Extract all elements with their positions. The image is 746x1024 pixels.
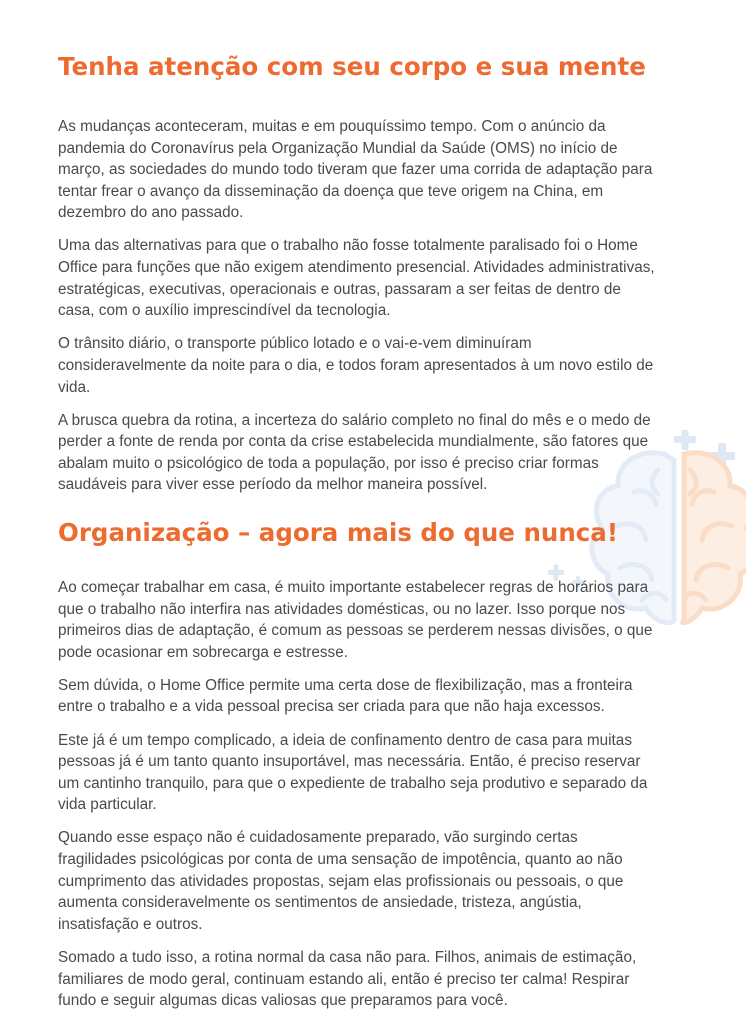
paragraph: Ao começar trabalhar em casa, é muito importante estabelecer regras de horários para que o trabalho não interfira nas atividades domésticas, ou no lazer. Isso porque nos primeiros dias de adaptação, é comum as pessoas se perderem nessas divisões, o que pode ocasionar em sobrecarga e estresse.: [58, 579, 653, 661]
section-organization: [58, 577, 658, 1023]
section-body-mind: [58, 116, 658, 508]
section-heading-body-mind: Tenha atenção com seu corpo e sua mente: [58, 52, 646, 81]
paragraph: Uma das alternativas para que o trabalho não fosse totalmente paralisado foi o Home Office para funções que não exigem atendimento presencial. Atividades administrativas, estratégicas, executivas, operacionais e outras, passaram a ser feitas de dentro de casa, com o auxílio imprescindível da tecnologia.: [58, 237, 655, 320]
paragraph: Quando esse espaço não é cuidadosamente preparado, vão surgindo certas fragilidades psicológicas por conta de uma sensação de impotência, quanto ao não cumprimento das atividades propostas, sejam elas profissionais ou pessoais, o que aumenta consideravelmente os sentimentos de ansiedade, tristeza, angústia, insatisfação e outros.: [58, 829, 624, 933]
brain-right-hemisphere: [683, 453, 746, 623]
paragraph: As mudanças aconteceram, muitas e em pouquíssimo tempo. Com o anúncio da pandemia do Coronavírus pela Organização Mundial da Saúde (OMS) no início de março, as sociedades do mundo todo tiveram que fazer uma corrida de adaptação para tentar frear o avanço da disseminação da doença que teve origem na China, em dezembro do ano passado.: [58, 118, 653, 222]
section-heading-organization: Organização – agora mais do que nunca!: [58, 518, 619, 547]
paragraph: Somado a tudo isso, a rotina normal da casa não para. Filhos, animais de estimação, familiares de modo geral, continuam estando ali, então é preciso ter calma! Respirar fundo e seguir algumas dicas valiosas que preparamos para você.: [58, 948, 637, 1010]
paragraph: O trânsito diário, o transporte público lotado e o vai-e-vem diminuíram consideravelmente da noite para o dia, e todos foram apresentados à um novo estilo de vida.: [58, 335, 654, 396]
paragraph: Este já é um tempo complicado, a ideia de confinamento dentro de casa para muitas pessoas já é um tanto quanto insuportável, mas necessária. Então, é preciso reservar um cantinho tranquilo, para que o expediente de trabalho seja produtivo e separado da vida particular.: [58, 731, 648, 814]
paragraph: Sem dúvida, o Home Office permite uma certa dose de flexibilização, mas a fronteira entre o trabalho e a vida pessoal precisa ser criada para que não haja excessos.: [58, 676, 633, 716]
paragraph: A brusca quebra da rotina, a incerteza do salário completo no final do mês e o medo de perder a fonte de renda por conta da crise estabelecida mundialmente, são fatores que abalam muito o psicológico de toda a população, por isso é preciso criar formas saudáveis para viver esse período da melhor maneira possível.: [58, 411, 651, 494]
